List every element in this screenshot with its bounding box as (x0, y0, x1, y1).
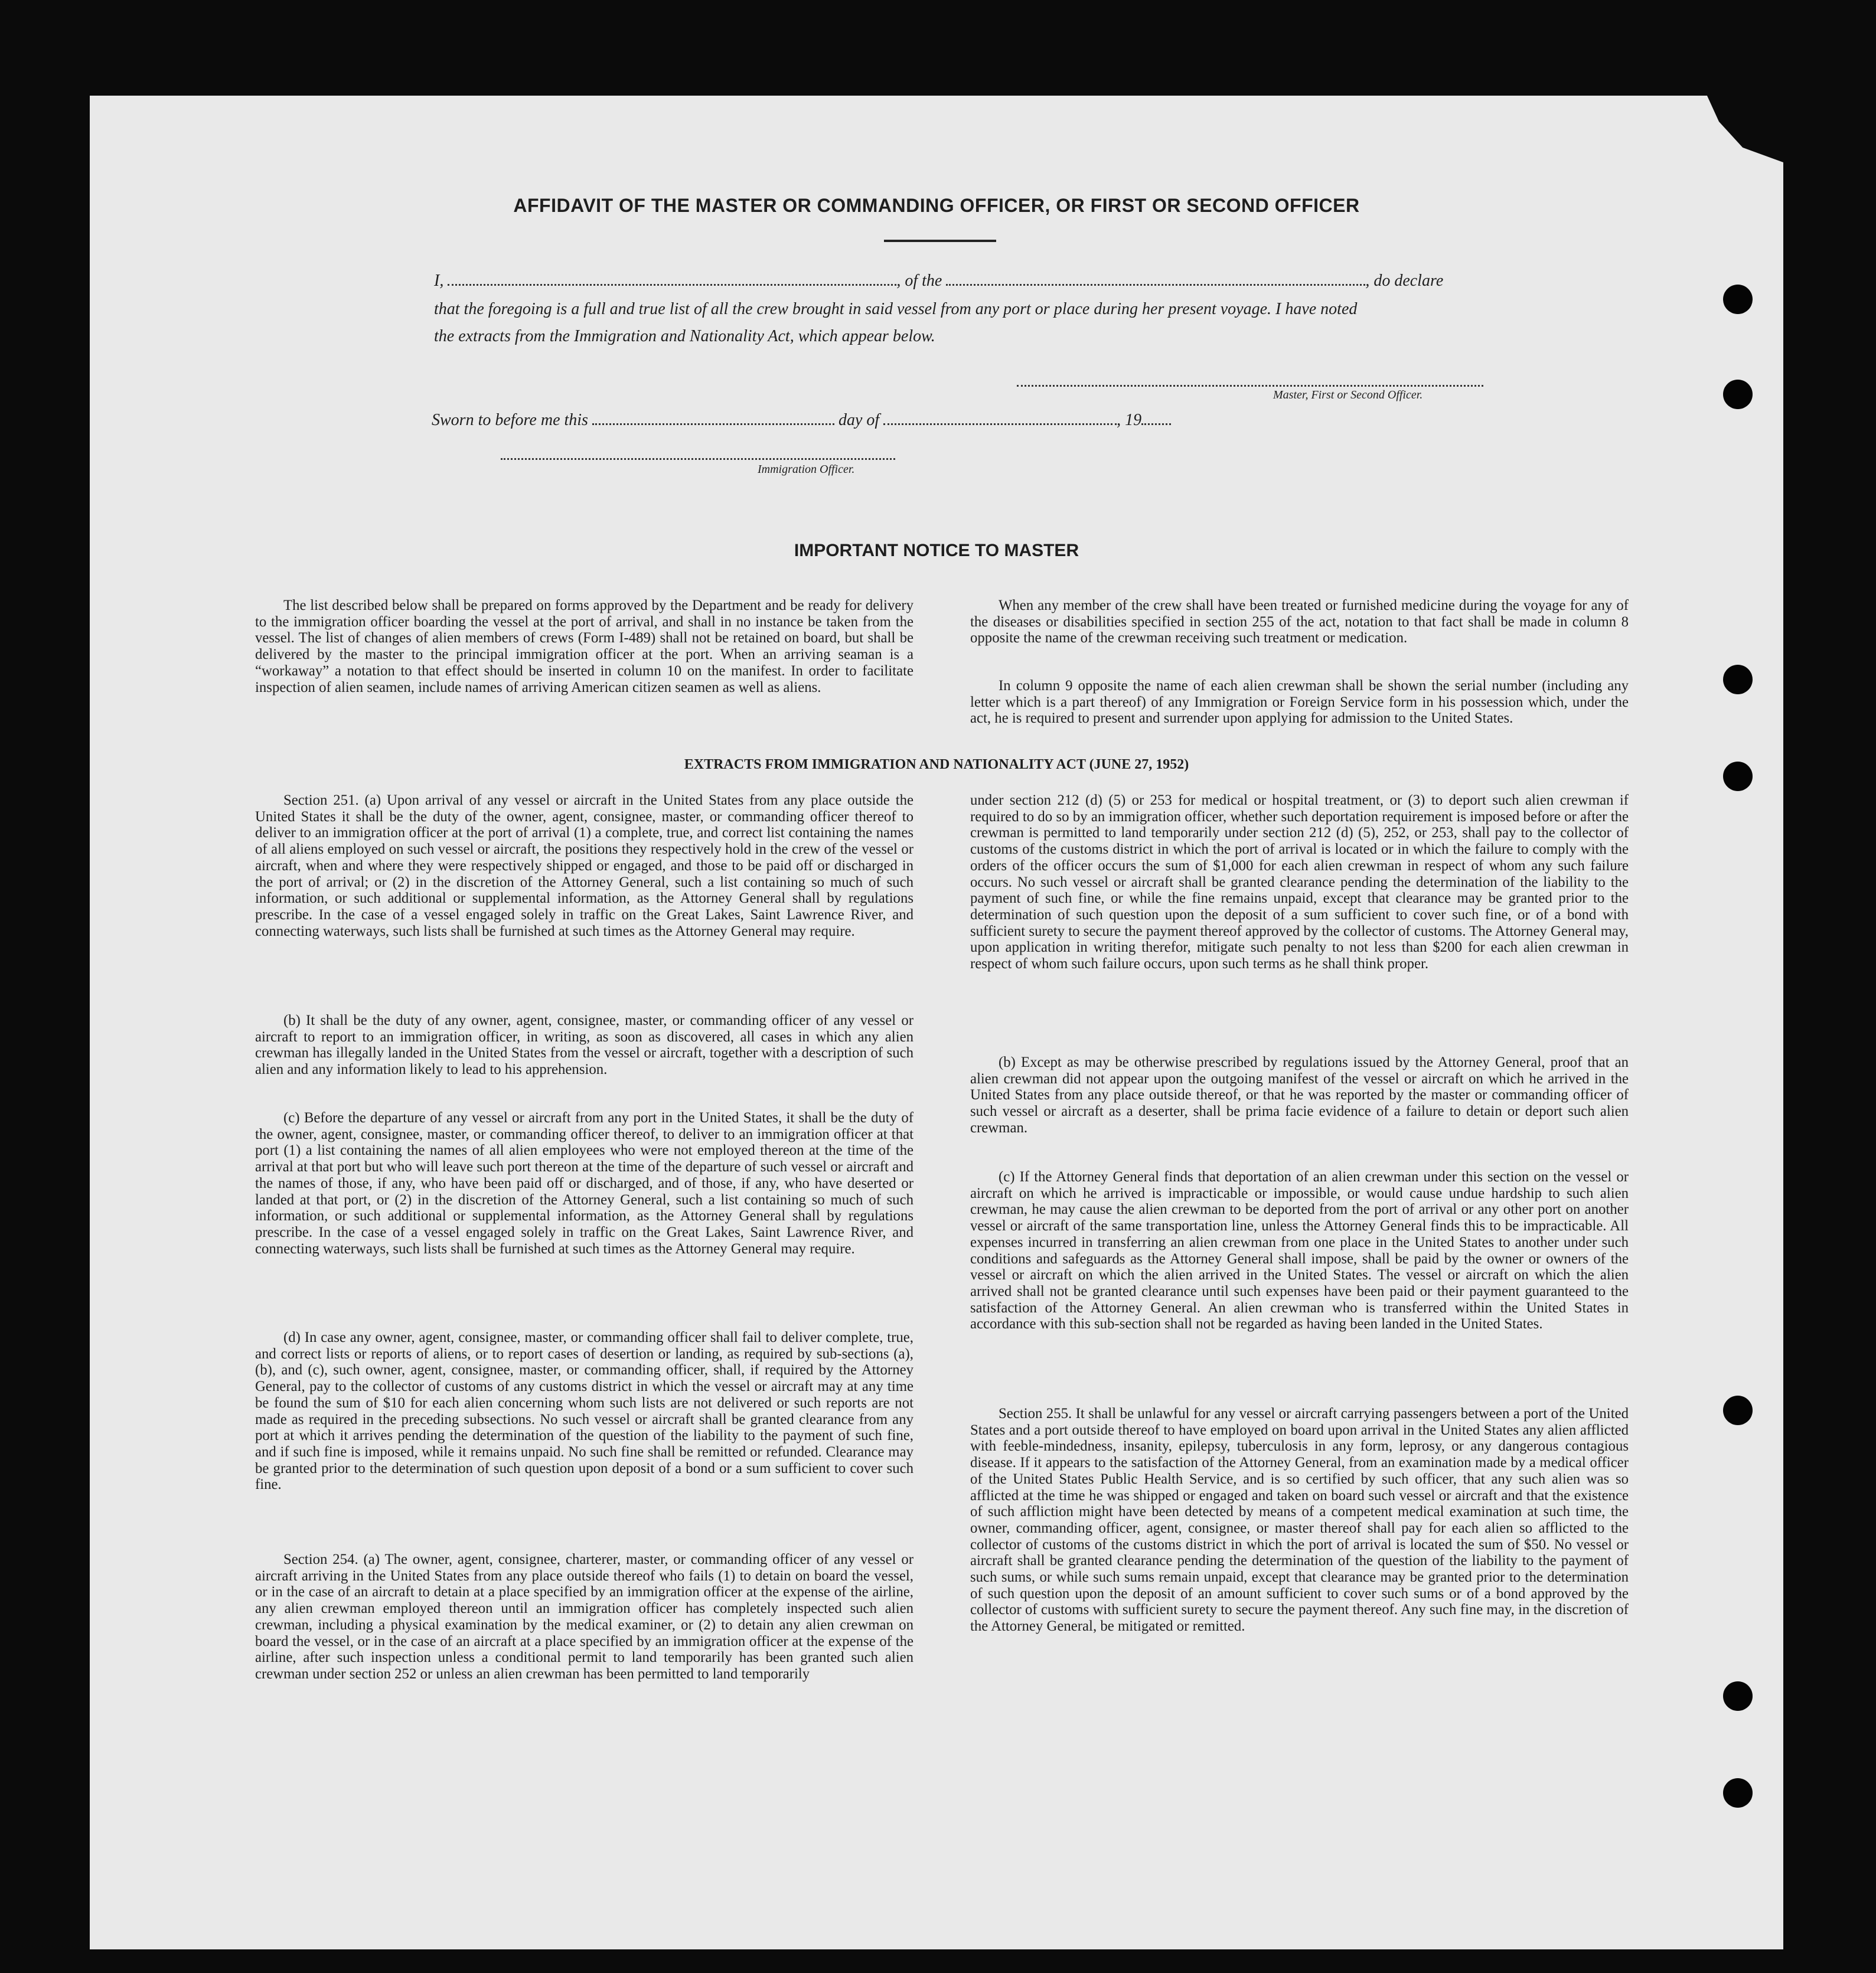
sworn-line (432, 411, 1171, 430)
immigration-officer-signature-line[interactable] (501, 458, 895, 460)
vessel-blank[interactable] (946, 276, 1365, 286)
title-underline (884, 240, 996, 242)
notice-left-paragraph: The list described below shall be prepared on forms approved by the Department and be ready for delivery to the immigration officer boarding the vessel at the port of arrival, and shall in no instance be taken from the vessel. The list of changes of alien members of crews (Form I-489) shall not be retained on board, but shall be delivered by the master to the principal immigration officer at the port. When an arriving seaman is a “workaway” a notation to that effect should be inserted in column 10 on the manifest. In order to facilitate inspection of alien seamen, include names of arriving American citizen seamen as well as aliens. (255, 597, 913, 695)
section-254c: (c) If the Attorney General finds that deportation of an alien crewman under this section on the vessel or aircraft on which he arrived is impracticable or impossible, or would cause undue hardship to such alien crewman, he may cause the alien crewman to be deported from the port of arrival or any other port on another vessel or aircraft of the same transportation line, unless the Attorney General finds this to be impracticable. All expenses incurred in transferring an alien crewman from one place in the United States to another under such conditions and safeguards as the Attorney General shall impose, shall be paid by the owner or owners of the vessel or aircraft on which the alien arrived in the United States. The vessel or aircraft on which the alien arrived shall not be granted clearance until such expenses have been paid or their payment guaranteed to the satisfaction of the Attorney General. An alien crewman who is transferred within the United States in accordance with this sub-section shall not be regarded as having been landed in the United States. (970, 1169, 1629, 1332)
affidavit-title: AFFIDAVIT OF THE MASTER OR COMMANDING OFFICER, OR FIRST OR SECOND OFFICER (513, 195, 1360, 216)
section-255: Section 255. It shall be unlawful for any vessel or aircraft carrying passengers between a port of the United States and a port outside thereof to have employed on board upon arrival in the United States any alien afflicted with feeble-mindedness, insanity, epilepsy, tuberculosis in any form, leprosy, or any dangerous contagious disease. If it appears to the satisfaction of the Attorney General, from an examination made by a medical officer of the United States Public Health Service, and is so certified by such officer, that any such alien was so afflicted at the time he was shipped or engaged and taken on board such vessel or aircraft and that the existence of such affliction might have been detected by means of a competent medical examination at such time, the owner, commanding officer, agent, consignee, or master thereof shall pay for each alien so afflicted to the collector of customs of the customs district in which the port of arrival is located the sum of $50. No vessel or aircraft shall be granted clearance pending the determination of the question of the liability to the payment of such sums, or while such sums remain unpaid, except that clearance may be granted prior to the determination of such question upon the deposit of an amount sufficient to cover such sums or of a bond approved by the collector of customs with sufficient surety to secure the payment thereof. Any such fine may, in the discretion of the Attorney General, be mitigated or remitted. (970, 1406, 1629, 1635)
sworn-month-blank[interactable] (883, 415, 1117, 425)
notice-title: IMPORTANT NOTICE TO MASTER (794, 541, 1079, 560)
name-blank[interactable] (448, 276, 896, 286)
do-declare-label: , do declare (1365, 272, 1444, 290)
binder-hole (1723, 1681, 1753, 1711)
immigration-officer-caption: Immigration Officer. (758, 463, 855, 476)
binder-hole (1723, 1396, 1753, 1425)
section-251b: (b) It shall be the duty of any owner, agent, consignee, master, or commanding officer of any vessel or aircraft to report to an immigration officer, in writing, as soon as discovered, all cases in which any alien crewman has illegally landed in the United States from the vessel or aircraft, together with a description of such alien and any information likely to lead to his apprehension. (255, 1012, 913, 1078)
sworn-year-blank[interactable] (1141, 415, 1171, 425)
i-label: I, (434, 272, 444, 290)
section-251d: (d) In case any owner, agent, consignee, master, or commanding officer shall fail to deliver complete, true, and correct lists or reports of aliens, or to report cases of desertion or landing, as required by sub-sections (a), (b), and (c), such owner, agent, consignee, master, or commanding officer, shall, if required by the Attorney General, pay to the collector of customs of any customs district in which the vessel or aircraft may at any time be found the sum of $10 for each alien concerning whom such lists are not delivered or such reports are not made as required in the preceding subsections. No such vessel or aircraft shall be granted clearance from any port at which it arrives pending the determination of the question of the liability to the payment of such fine, and if such fine is imposed, while it remains unpaid. No such fine shall be remitted or refunded. Clearance may be granted prior to the determination of such question upon deposit of a bond or a sum sufficient to cover such fine. (255, 1330, 913, 1493)
binder-hole (1723, 285, 1753, 314)
notice-right-paragraph-2: In column 9 opposite the name of each alien crewman shall be shown the serial number (including any letter which is a part thereof) of any Immigration or Foreign Service form in his possession which, under the act, he is required to present and surrender upon applying for admission to the United States. (970, 678, 1629, 727)
sworn-day-blank[interactable] (592, 415, 834, 425)
binder-hole (1723, 380, 1753, 409)
notice-right-paragraph-1: When any member of the crew shall have been treated or furnished medicine during the voyage for any of the diseases or disabilities specified in section 255 of the act, notation to that fact shall be made in column 8 opposite the name of the crewman receiving such treatment or medication. (970, 597, 1629, 646)
master-caption: Master, First or Second Officer. (1273, 388, 1423, 401)
extracts-title: EXTRACTS FROM IMMIGRATION AND NATIONALITY ACT (JUNE 27, 1952) (684, 757, 1189, 772)
of-the-label: , of the (896, 272, 942, 290)
year-label: , 19 (1117, 411, 1142, 429)
day-of-label: day of (838, 411, 880, 429)
binder-hole (1723, 665, 1753, 694)
sworn-label: Sworn to before me this (432, 411, 588, 429)
binder-hole (1723, 1778, 1753, 1808)
section-254a: Section 254. (a) The owner, agent, consignee, charterer, master, or commanding officer of any vessel or aircraft arriving in the United States from any place outside thereof who fails (1) to detain on board the vessel, or in the case of an aircraft to detain at a place specified by an immigration officer at the expense of the airline, any alien crewman employed thereon until an immigration officer has completely inspected such alien crewman, including a physical examination by the medical examiner, or (2) to detain any alien crewman on board the vessel, or in the case of an aircraft at a place specified by an immigration officer at the expense of the airline, after such inspection unless a conditional permit to land temporarily has been granted such alien crewman under section 252 or unless an alien crewman has been permitted to land temporarily (255, 1551, 913, 1682)
section-251a: Section 251. (a) Upon arrival of any vessel or aircraft in the United States from any place outside the United States it shall be the duty of the owner, agent, consignee, master, or commanding officer thereof to deliver to an immigration officer at the port of arrival (1) a complete, true, and correct list containing the names of all aliens employed on such vessel or aircraft, the positions they respectively hold in the crew of the vessel or aircraft, when and where they were respectively shipped or engaged, and those to be paid off or discharged in the port of arrival; or (2) in the discretion of the Attorney General, such a list containing so much of such information, or such additional or supplemental information, as the Attorney General shall by regulations prescribe. In the case of a vessel engaged solely in traffic on the Great Lakes, Saint Lawrence River, and connecting waterways, such lists shall be furnished at such times as the Attorney General may require. (255, 792, 913, 939)
section-254b: (b) Except as may be otherwise prescribed by regulations issued by the Attorney General, proof that an alien crewman did not appear upon the outgoing manifest of the vessel or aircraft on which he arrived in the United States from any place outside thereof, or that he was reported by the master or commanding officer of such vessel or aircraft as a deserter, shall be prima facie evidence of a failure to detain or deport such alien crewman. (970, 1054, 1629, 1136)
section-251c: (c) Before the departure of any vessel or aircraft from any port in the United States, it shall be the duty of the owner, agent, consignee, master, or commanding officer thereof, to deliver to an immigration officer at that port (1) a list containing the names of all alien employees who were not employed thereon at the time of the arrival at that port but who will leave such port thereon at the time of the departure of such vessel or aircraft and the names of those, if any, who have been paid off or discharged, and of those, if any, who have deserted or landed at that port, or (2) in the discretion of the Attorney General, such a list containing so much of such information, or such additional or supplemental information, as the Attorney General shall by regulations prescribe. In the case of a vessel engaged solely in traffic on the Great Lakes, Saint Lawrence River, and connecting waterways, such lists shall be furnished at such times as the Attorney General may require. (255, 1110, 913, 1257)
master-signature-line[interactable] (1017, 385, 1483, 387)
declaration-line-1 (434, 272, 1443, 290)
section-254a-continued: under section 212 (d) (5) or 253 for medical or hospital treatment, or (3) to deport such alien crewman if required to do so by an immigration officer, whether such deportation requirement is imposed before or after the crewman is permitted to land temporarily under section 212 (d) (5), 252, or 253, shall pay to the collector of customs of the customs district in which the port of arrival is located or in which the failure to comply with the orders of the officer occurs the sum of $1,000 for each alien crewman in respect of whom any such failure occurs. No such vessel or aircraft shall be granted clearance pending the determination of the liability to the payment of such fine, or while the fine remains unpaid, except that clearance may be granted prior to the determination of such question upon the deposit of a sum sufficient to cover such fine, or of a bond with sufficient surety to secure the payment thereof approved by the collector of customs. The Attorney General may, upon application in writing therefor, mitigate such penalty to not less than $200 for each alien crewman in respect of whom such failure occurs, upon such terms as he shall think proper. (970, 792, 1629, 972)
declaration-line-3: the extracts from the Immigration and Nationality Act, which appear below. (434, 327, 935, 345)
declaration-line-2: that the foregoing is a full and true list of all the crew brought in said vessel from any port or place during her present voyage. I have noted (434, 300, 1358, 318)
